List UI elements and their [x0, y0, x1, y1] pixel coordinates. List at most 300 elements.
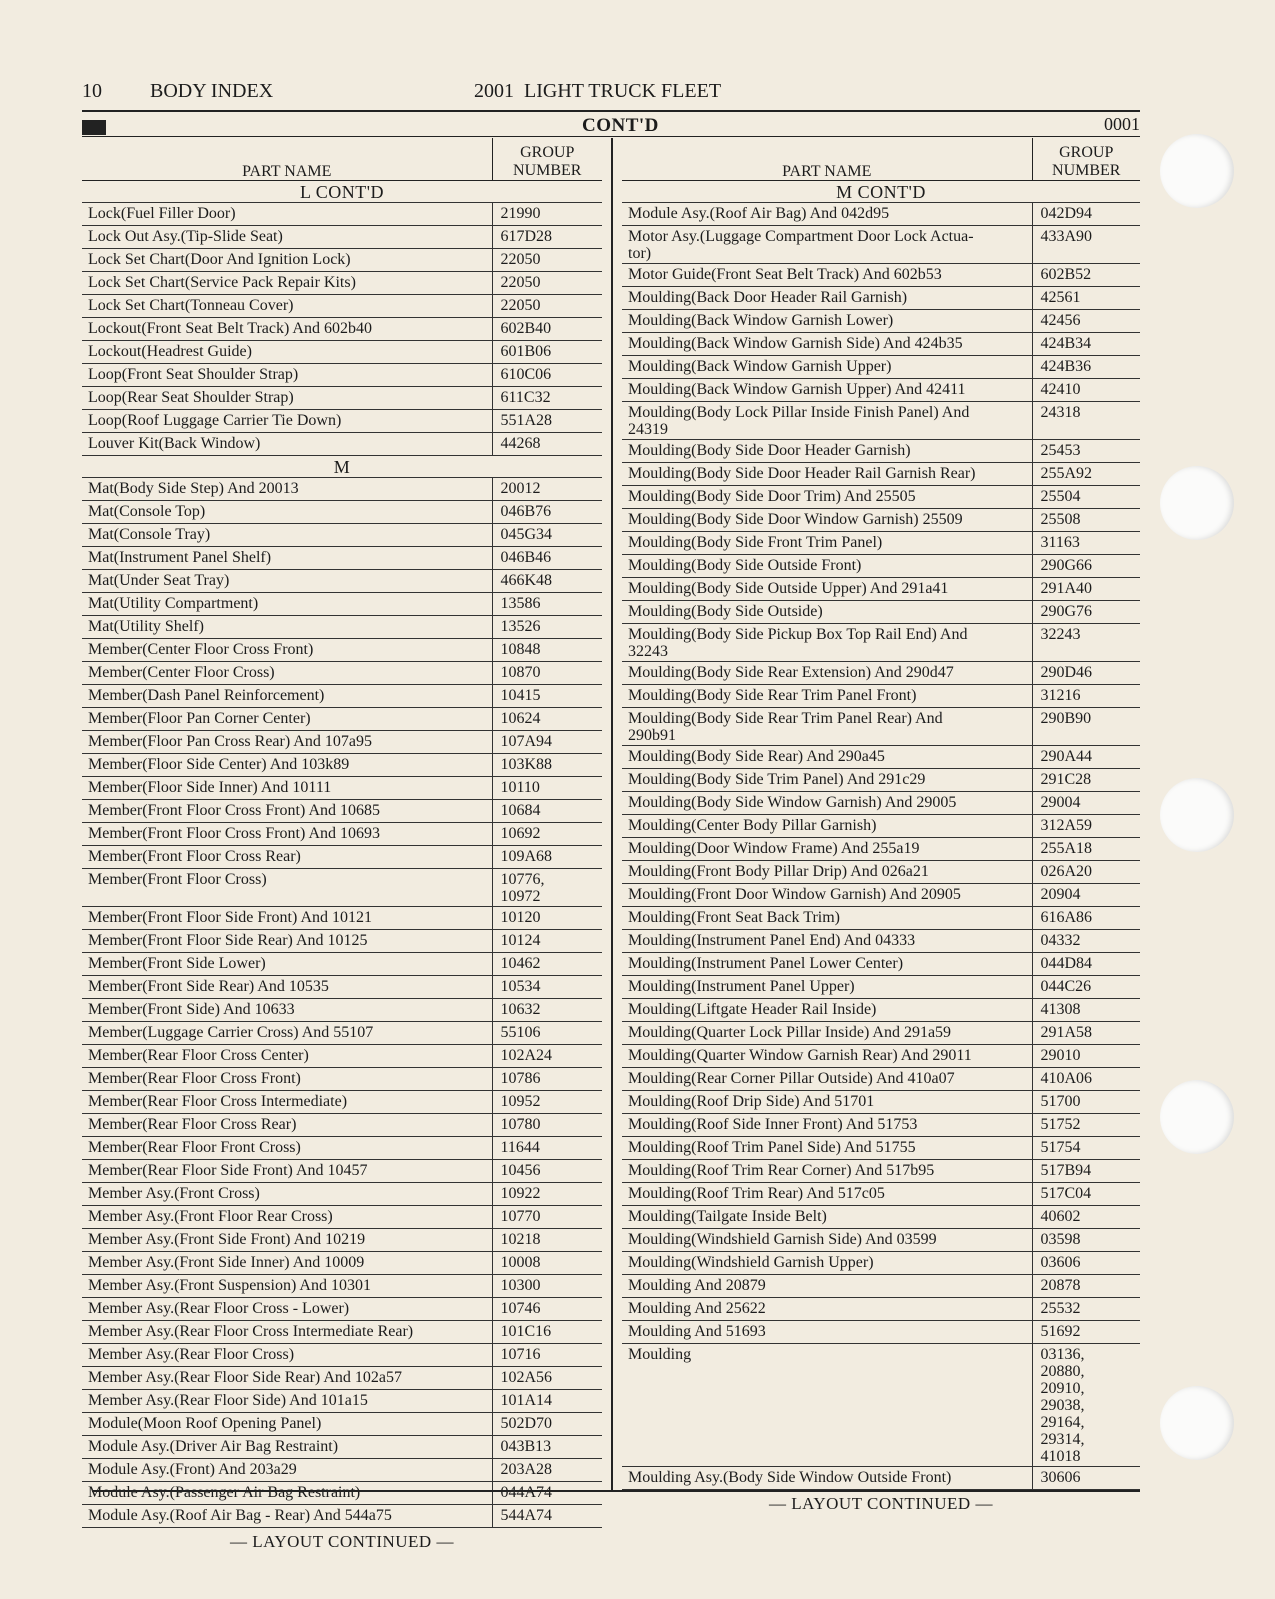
- group-number: 20012: [492, 477, 602, 500]
- table-row: [622, 1159, 1140, 1182]
- contd-label: CONT'D: [582, 115, 659, 136]
- table-row: [82, 1113, 602, 1136]
- part-name: Module Asy.(Roof Air Bag - Rear) And 544a75: [82, 1504, 492, 1527]
- group-number: 610C06: [492, 363, 602, 386]
- group-number: 291A40: [1032, 577, 1140, 600]
- table-row: [622, 906, 1140, 929]
- group-number: 10456: [492, 1159, 602, 1182]
- part-name: Moulding(Body Side Front Trim Panel): [622, 531, 1032, 554]
- part-name: Module Asy.(Front) And 203a29: [82, 1458, 492, 1481]
- table-row: [82, 432, 602, 455]
- part-name: Moulding(Body Side Outside Front): [622, 554, 1032, 577]
- part-name: Moulding(Body Side Pickup Box Top Rail End) And 32243: [622, 623, 1032, 661]
- group-number: 25532: [1032, 1297, 1140, 1320]
- group-number: 10746: [492, 1297, 602, 1320]
- group-number: 290D46: [1032, 661, 1140, 684]
- binder-hole: [1160, 466, 1234, 540]
- table-row: [622, 286, 1140, 309]
- group-number: 44268: [492, 432, 602, 455]
- group-number: 290B90: [1032, 707, 1140, 745]
- part-name: Moulding(Body Side Window Garnish) And 29005: [622, 791, 1032, 814]
- group-number: 22050: [492, 248, 602, 271]
- group-number: 10632: [492, 998, 602, 1021]
- group-number: 03606: [1032, 1251, 1140, 1274]
- group-number: 20878: [1032, 1274, 1140, 1297]
- group-number: 03598: [1032, 1228, 1140, 1251]
- part-name: Member(Front Floor Side Rear) And 10125: [82, 929, 492, 952]
- group-number: 044D84: [1032, 952, 1140, 975]
- section-heading-row: [82, 180, 602, 202]
- table-row: [622, 661, 1140, 684]
- table-row: [82, 799, 602, 822]
- part-name: Member(Front Floor Side Front) And 10121: [82, 906, 492, 929]
- group-number: 10776, 10972: [492, 868, 602, 906]
- part-name: Member Asy.(Front Side Front) And 10219: [82, 1228, 492, 1251]
- table-row: [622, 684, 1140, 707]
- table-row: [622, 791, 1140, 814]
- part-name: Loop(Front Seat Shoulder Strap): [82, 363, 492, 386]
- part-name: Member(Front Side) And 10633: [82, 998, 492, 1021]
- part-name: Member(Rear Floor Cross Intermediate): [82, 1090, 492, 1113]
- part-name: Member(Floor Side Center) And 103k89: [82, 753, 492, 776]
- part-name: Member Asy.(Front Cross): [82, 1182, 492, 1205]
- group-number: 03136, 20880, 20910, 29038, 29164, 29314, 41018: [1032, 1343, 1140, 1466]
- table-row: [82, 684, 602, 707]
- part-name: Member(Luggage Carrier Cross) And 55107: [82, 1021, 492, 1044]
- table-row: [82, 845, 602, 868]
- group-number: 25453: [1032, 439, 1140, 462]
- table-row: [82, 868, 602, 906]
- part-name: Moulding(Back Door Header Rail Garnish): [622, 286, 1032, 309]
- part-name: Moulding(Body Side Outside): [622, 600, 1032, 623]
- part-name: Member(Rear Floor Cross Center): [82, 1044, 492, 1067]
- table-row: [82, 477, 602, 500]
- part-name: Moulding(Back Window Garnish Upper) And 42411: [622, 378, 1032, 401]
- part-name: Module(Moon Roof Opening Panel): [82, 1412, 492, 1435]
- index-code: 0001: [1104, 114, 1140, 134]
- group-number: 10870: [492, 661, 602, 684]
- right-index-table: [622, 138, 1140, 1490]
- table-row: [82, 1389, 602, 1412]
- part-name: Member(Front Side Rear) And 10535: [82, 975, 492, 998]
- layout-continued: — LAYOUT CONTINUED —: [230, 1531, 454, 1551]
- part-name: Member(Front Floor Cross Rear): [82, 845, 492, 868]
- group-number: 617D28: [492, 225, 602, 248]
- part-name: Moulding(Back Window Garnish Lower): [622, 309, 1032, 332]
- column-divider: [611, 138, 613, 1490]
- part-name: Member Asy.(Front Suspension) And 10301: [82, 1274, 492, 1297]
- table-row: [622, 439, 1140, 462]
- group-number: 42456: [1032, 309, 1140, 332]
- part-name: Moulding(Instrument Panel Upper): [622, 975, 1032, 998]
- group-number: 616A86: [1032, 906, 1140, 929]
- part-name: Member(Rear Floor Cross Rear): [82, 1113, 492, 1136]
- group-number: 51700: [1032, 1090, 1140, 1113]
- table-row: [82, 1274, 602, 1297]
- table-row: [82, 1412, 602, 1435]
- group-number: 10008: [492, 1251, 602, 1274]
- table-row: [622, 1466, 1140, 1489]
- group-number: 312A59: [1032, 814, 1140, 837]
- part-name: Moulding(Rear Corner Pillar Outside) And 410a07: [622, 1067, 1032, 1090]
- table-row: [82, 1021, 602, 1044]
- part-name: Lock Set Chart(Service Pack Repair Kits): [82, 271, 492, 294]
- group-number: 24318: [1032, 401, 1140, 439]
- part-name: Member(Floor Pan Cross Rear) And 107a95: [82, 730, 492, 753]
- binder-hole: [1160, 1386, 1234, 1460]
- part-name: Member(Front Floor Cross Front) And 10685: [82, 799, 492, 822]
- part-name: Moulding(Body Side Rear Extension) And 290d47: [622, 661, 1032, 684]
- part-name-header: PART NAME: [782, 162, 872, 180]
- table-row: [82, 615, 602, 638]
- group-number-header: GROUP NUMBER: [1032, 138, 1140, 180]
- part-name: Moulding(Body Side Door Window Garnish) 25509: [622, 508, 1032, 531]
- group-number: 10716: [492, 1343, 602, 1366]
- table-row: [622, 1228, 1140, 1251]
- part-name: Member Asy.(Rear Floor Cross): [82, 1343, 492, 1366]
- group-number-header: GROUP NUMBER: [492, 138, 602, 180]
- group-number: 10786: [492, 1067, 602, 1090]
- group-number: 42561: [1032, 286, 1140, 309]
- footer-rule: [92, 1490, 1140, 1492]
- part-name: Member(Center Floor Cross): [82, 661, 492, 684]
- group-number: 602B40: [492, 317, 602, 340]
- group-number: 25504: [1032, 485, 1140, 508]
- group-number: 611C32: [492, 386, 602, 409]
- table-row: [82, 1159, 602, 1182]
- part-name: Module Asy.(Roof Air Bag) And 042d95: [622, 202, 1032, 225]
- group-number: 10120: [492, 906, 602, 929]
- group-number: 290G66: [1032, 554, 1140, 577]
- part-name: Moulding: [622, 1343, 1032, 1466]
- group-number: 55106: [492, 1021, 602, 1044]
- part-name: Moulding(Front Door Window Garnish) And 20905: [622, 883, 1032, 906]
- part-name: Mat(Under Seat Tray): [82, 569, 492, 592]
- table-row: [82, 1297, 602, 1320]
- group-number: 40602: [1032, 1205, 1140, 1228]
- layout-continued: — LAYOUT CONTINUED —: [769, 1493, 993, 1513]
- table-row: [82, 225, 602, 248]
- part-name: Moulding(Windshield Garnish Upper): [622, 1251, 1032, 1274]
- group-number: 10415: [492, 684, 602, 707]
- group-number: 466K48: [492, 569, 602, 592]
- group-number: 10300: [492, 1274, 602, 1297]
- group-number: 026A20: [1032, 860, 1140, 883]
- part-name: Moulding(Back Window Garnish Side) And 424b35: [622, 332, 1032, 355]
- part-name: Moulding(Quarter Window Garnish Rear) And 29011: [622, 1044, 1032, 1067]
- group-number: 10534: [492, 975, 602, 998]
- part-name: Moulding(Instrument Panel End) And 04333: [622, 929, 1032, 952]
- table-row: [622, 577, 1140, 600]
- part-name: Moulding(Instrument Panel Lower Center): [622, 952, 1032, 975]
- part-name: Moulding(Roof Trim Panel Side) And 51755: [622, 1136, 1032, 1159]
- group-number: 044A74: [492, 1481, 602, 1504]
- group-number: 29004: [1032, 791, 1140, 814]
- table-row: [82, 363, 602, 386]
- part-name: Member(Rear Floor Cross Front): [82, 1067, 492, 1090]
- group-number: 290A44: [1032, 745, 1140, 768]
- group-number: 32243: [1032, 623, 1140, 661]
- part-name: Member Asy.(Rear Floor Cross - Lower): [82, 1297, 492, 1320]
- table-row: [622, 1021, 1140, 1044]
- table-row: [622, 263, 1140, 286]
- group-number: 042D94: [1032, 202, 1140, 225]
- table-row: [82, 730, 602, 753]
- table-row: [82, 776, 602, 799]
- table-row: [82, 1366, 602, 1389]
- left-column: [82, 138, 602, 1552]
- group-number: 517B94: [1032, 1159, 1140, 1182]
- table-row: [622, 554, 1140, 577]
- table-row: [622, 1067, 1140, 1090]
- group-number: 10684: [492, 799, 602, 822]
- table-row: [622, 883, 1140, 906]
- table-row: [82, 202, 602, 225]
- part-name: Member Asy.(Rear Floor Cross Intermediate Rear): [82, 1320, 492, 1343]
- table-row: [82, 1136, 602, 1159]
- group-number: 13526: [492, 615, 602, 638]
- table-row: [622, 309, 1140, 332]
- group-number: 291C28: [1032, 768, 1140, 791]
- group-number: 13586: [492, 592, 602, 615]
- part-name: Louver Kit(Back Window): [82, 432, 492, 455]
- part-name: Moulding(Back Window Garnish Upper): [622, 355, 1032, 378]
- part-name: Moulding(Front Body Pillar Drip) And 026a21: [622, 860, 1032, 883]
- part-name: Member Asy.(Front Side Inner) And 10009: [82, 1251, 492, 1274]
- group-number: 25508: [1032, 508, 1140, 531]
- part-name: Moulding(Liftgate Header Rail Inside): [622, 998, 1032, 1021]
- header-rule-thin: [82, 136, 1140, 137]
- group-number: 22050: [492, 294, 602, 317]
- group-number: 045G34: [492, 523, 602, 546]
- table-row: [622, 1205, 1140, 1228]
- table-row: [622, 1044, 1140, 1067]
- section-heading-row: [622, 180, 1140, 202]
- table-row: [622, 745, 1140, 768]
- part-name: Moulding(Front Seat Back Trim): [622, 906, 1032, 929]
- section-heading: L CONT'D: [82, 180, 602, 202]
- group-number: 043B13: [492, 1435, 602, 1458]
- table-row: [82, 592, 602, 615]
- part-name: Moulding(Body Side Outside Upper) And 291a41: [622, 577, 1032, 600]
- group-number: 544A74: [492, 1504, 602, 1527]
- group-number: 10624: [492, 707, 602, 730]
- group-number: 41308: [1032, 998, 1140, 1021]
- table-row: [622, 814, 1140, 837]
- part-name: Member(Front Floor Cross Front) And 10693: [82, 822, 492, 845]
- section-heading: M: [82, 455, 602, 477]
- part-name: Mat(Console Top): [82, 500, 492, 523]
- table-row: [622, 1090, 1140, 1113]
- binder-hole: [1160, 778, 1234, 852]
- group-number: 10952: [492, 1090, 602, 1113]
- table-row: [82, 1067, 602, 1090]
- binder-hole: [1160, 1080, 1234, 1154]
- part-name: Mat(Utility Shelf): [82, 615, 492, 638]
- table-row: [622, 768, 1140, 791]
- table-row: [82, 1481, 602, 1504]
- part-name: Moulding(Roof Side Inner Front) And 51753: [622, 1113, 1032, 1136]
- table-row: [82, 500, 602, 523]
- part-name: Module Asy.(Passenger Air Bag Restraint): [82, 1481, 492, 1504]
- group-number: 103K88: [492, 753, 602, 776]
- table-row: [82, 294, 602, 317]
- group-number: 51692: [1032, 1320, 1140, 1343]
- group-number: 10770: [492, 1205, 602, 1228]
- group-number: 102A56: [492, 1366, 602, 1389]
- table-row: [622, 1182, 1140, 1205]
- document-title: 2001 LIGHT TRUCK FLEET: [474, 80, 722, 102]
- part-name: Moulding(Windshield Garnish Side) And 03599: [622, 1228, 1032, 1251]
- table-row: [622, 462, 1140, 485]
- table-row: [82, 569, 602, 592]
- section-heading: M CONT'D: [622, 180, 1140, 202]
- part-name: Moulding And 51693: [622, 1320, 1032, 1343]
- group-number: 10922: [492, 1182, 602, 1205]
- group-number: 10848: [492, 638, 602, 661]
- part-name: Member(Rear Floor Front Cross): [82, 1136, 492, 1159]
- table-row: [622, 202, 1140, 225]
- group-number: 10780: [492, 1113, 602, 1136]
- group-number: 31163: [1032, 531, 1140, 554]
- part-name: Moulding(Quarter Lock Pillar Inside) And 291a59: [622, 1021, 1032, 1044]
- part-name: Member(Front Side Lower): [82, 952, 492, 975]
- table-row: [82, 906, 602, 929]
- part-name: Moulding(Body Side Trim Panel) And 291c29: [622, 768, 1032, 791]
- part-name: Mat(Body Side Step) And 20013: [82, 477, 492, 500]
- group-number: 107A94: [492, 730, 602, 753]
- group-number: 203A28: [492, 1458, 602, 1481]
- table-row: [82, 1343, 602, 1366]
- table-row: [622, 1343, 1140, 1466]
- table-row: [82, 523, 602, 546]
- part-name: Loop(Rear Seat Shoulder Strap): [82, 386, 492, 409]
- part-name: Moulding Asy.(Body Side Window Outside Front): [622, 1466, 1032, 1489]
- table-row: [82, 340, 602, 363]
- part-name: Moulding(Body Side Rear Trim Panel Front): [622, 684, 1032, 707]
- part-name: Lockout(Front Seat Belt Track) And 602b40: [82, 317, 492, 340]
- group-number: 29010: [1032, 1044, 1140, 1067]
- table-row: [622, 952, 1140, 975]
- group-number: 51754: [1032, 1136, 1140, 1159]
- table-row: [82, 386, 602, 409]
- part-name: Member(Floor Side Inner) And 10111: [82, 776, 492, 799]
- table-row: [622, 401, 1140, 439]
- table-row: [622, 1297, 1140, 1320]
- group-number: 20904: [1032, 883, 1140, 906]
- group-number: 410A06: [1032, 1067, 1140, 1090]
- table-row: [622, 485, 1140, 508]
- part-name: Moulding(Body Side Door Header Rail Garnish Rear): [622, 462, 1032, 485]
- part-name: Member(Dash Panel Reinforcement): [82, 684, 492, 707]
- group-number: 51752: [1032, 1113, 1140, 1136]
- group-number: 424B36: [1032, 355, 1140, 378]
- group-number: 433A90: [1032, 225, 1140, 263]
- group-number: 517C04: [1032, 1182, 1140, 1205]
- group-number: 10462: [492, 952, 602, 975]
- table-row: [82, 1044, 602, 1067]
- table-row: [622, 225, 1140, 263]
- part-name: Moulding(Tailgate Inside Belt): [622, 1205, 1032, 1228]
- part-name: Mat(Console Tray): [82, 523, 492, 546]
- table-row: [622, 707, 1140, 745]
- table-row: [622, 378, 1140, 401]
- part-name: Loop(Roof Luggage Carrier Tie Down): [82, 409, 492, 432]
- group-number: 10218: [492, 1228, 602, 1251]
- table-row: [82, 1504, 602, 1527]
- part-name: Lock(Fuel Filler Door): [82, 202, 492, 225]
- group-number: 10124: [492, 929, 602, 952]
- table-row: [82, 952, 602, 975]
- part-name: Moulding(Roof Trim Rear) And 517c05: [622, 1182, 1032, 1205]
- group-number: 424B34: [1032, 332, 1140, 355]
- table-row: [622, 975, 1140, 998]
- table-row: [82, 1251, 602, 1274]
- group-number: 291A58: [1032, 1021, 1140, 1044]
- table-row: [82, 409, 602, 432]
- part-name: Moulding(Body Side Door Header Garnish): [622, 439, 1032, 462]
- group-number: 22050: [492, 271, 602, 294]
- part-name: Member(Floor Pan Corner Center): [82, 707, 492, 730]
- part-name: Moulding(Center Body Pillar Garnish): [622, 814, 1032, 837]
- table-row: [82, 1090, 602, 1113]
- group-number: 255A92: [1032, 462, 1140, 485]
- part-name: Moulding And 20879: [622, 1274, 1032, 1297]
- part-name: Member(Front Floor Cross): [82, 868, 492, 906]
- group-number: 101C16: [492, 1320, 602, 1343]
- group-number: 11644: [492, 1136, 602, 1159]
- table-row: [82, 661, 602, 684]
- table-row: [622, 600, 1140, 623]
- group-number: 10692: [492, 822, 602, 845]
- table-row: [622, 332, 1140, 355]
- group-number: 502D70: [492, 1412, 602, 1435]
- part-name: Moulding(Body Side Door Trim) And 25505: [622, 485, 1032, 508]
- group-number: 109A68: [492, 845, 602, 868]
- table-row: [622, 355, 1140, 378]
- table-row: [622, 508, 1140, 531]
- table-row: [82, 317, 602, 340]
- table-row: [82, 975, 602, 998]
- group-number: 30606: [1032, 1466, 1140, 1489]
- group-number: 101A14: [492, 1389, 602, 1412]
- group-number: 255A18: [1032, 837, 1140, 860]
- table-row: [622, 531, 1140, 554]
- table-row: [82, 638, 602, 661]
- table-row: [622, 998, 1140, 1021]
- part-name-header: PART NAME: [242, 162, 332, 180]
- section-heading-row: [82, 455, 602, 477]
- part-name: Lock Set Chart(Door And Ignition Lock): [82, 248, 492, 271]
- part-name: Moulding(Body Side Rear) And 290a45: [622, 745, 1032, 768]
- table-row: [622, 929, 1140, 952]
- table-row: [82, 248, 602, 271]
- part-name: Moulding And 25622: [622, 1297, 1032, 1320]
- part-name: Moulding(Roof Drip Side) And 51701: [622, 1090, 1032, 1113]
- part-name: Motor Asy.(Luggage Compartment Door Lock Actua- tor): [622, 225, 1032, 263]
- part-name: Mat(Utility Compartment): [82, 592, 492, 615]
- table-row: [622, 1136, 1140, 1159]
- part-name: Member Asy.(Rear Floor Side Rear) And 102a57: [82, 1366, 492, 1389]
- group-number: 42410: [1032, 378, 1140, 401]
- part-name: Lock Set Chart(Tonneau Cover): [82, 294, 492, 317]
- table-row: [622, 837, 1140, 860]
- table-row: [82, 1320, 602, 1343]
- group-number: 602B52: [1032, 263, 1140, 286]
- header-rule: [82, 110, 1140, 112]
- part-name: Moulding(Roof Trim Rear Corner) And 517b95: [622, 1159, 1032, 1182]
- table-row: [82, 707, 602, 730]
